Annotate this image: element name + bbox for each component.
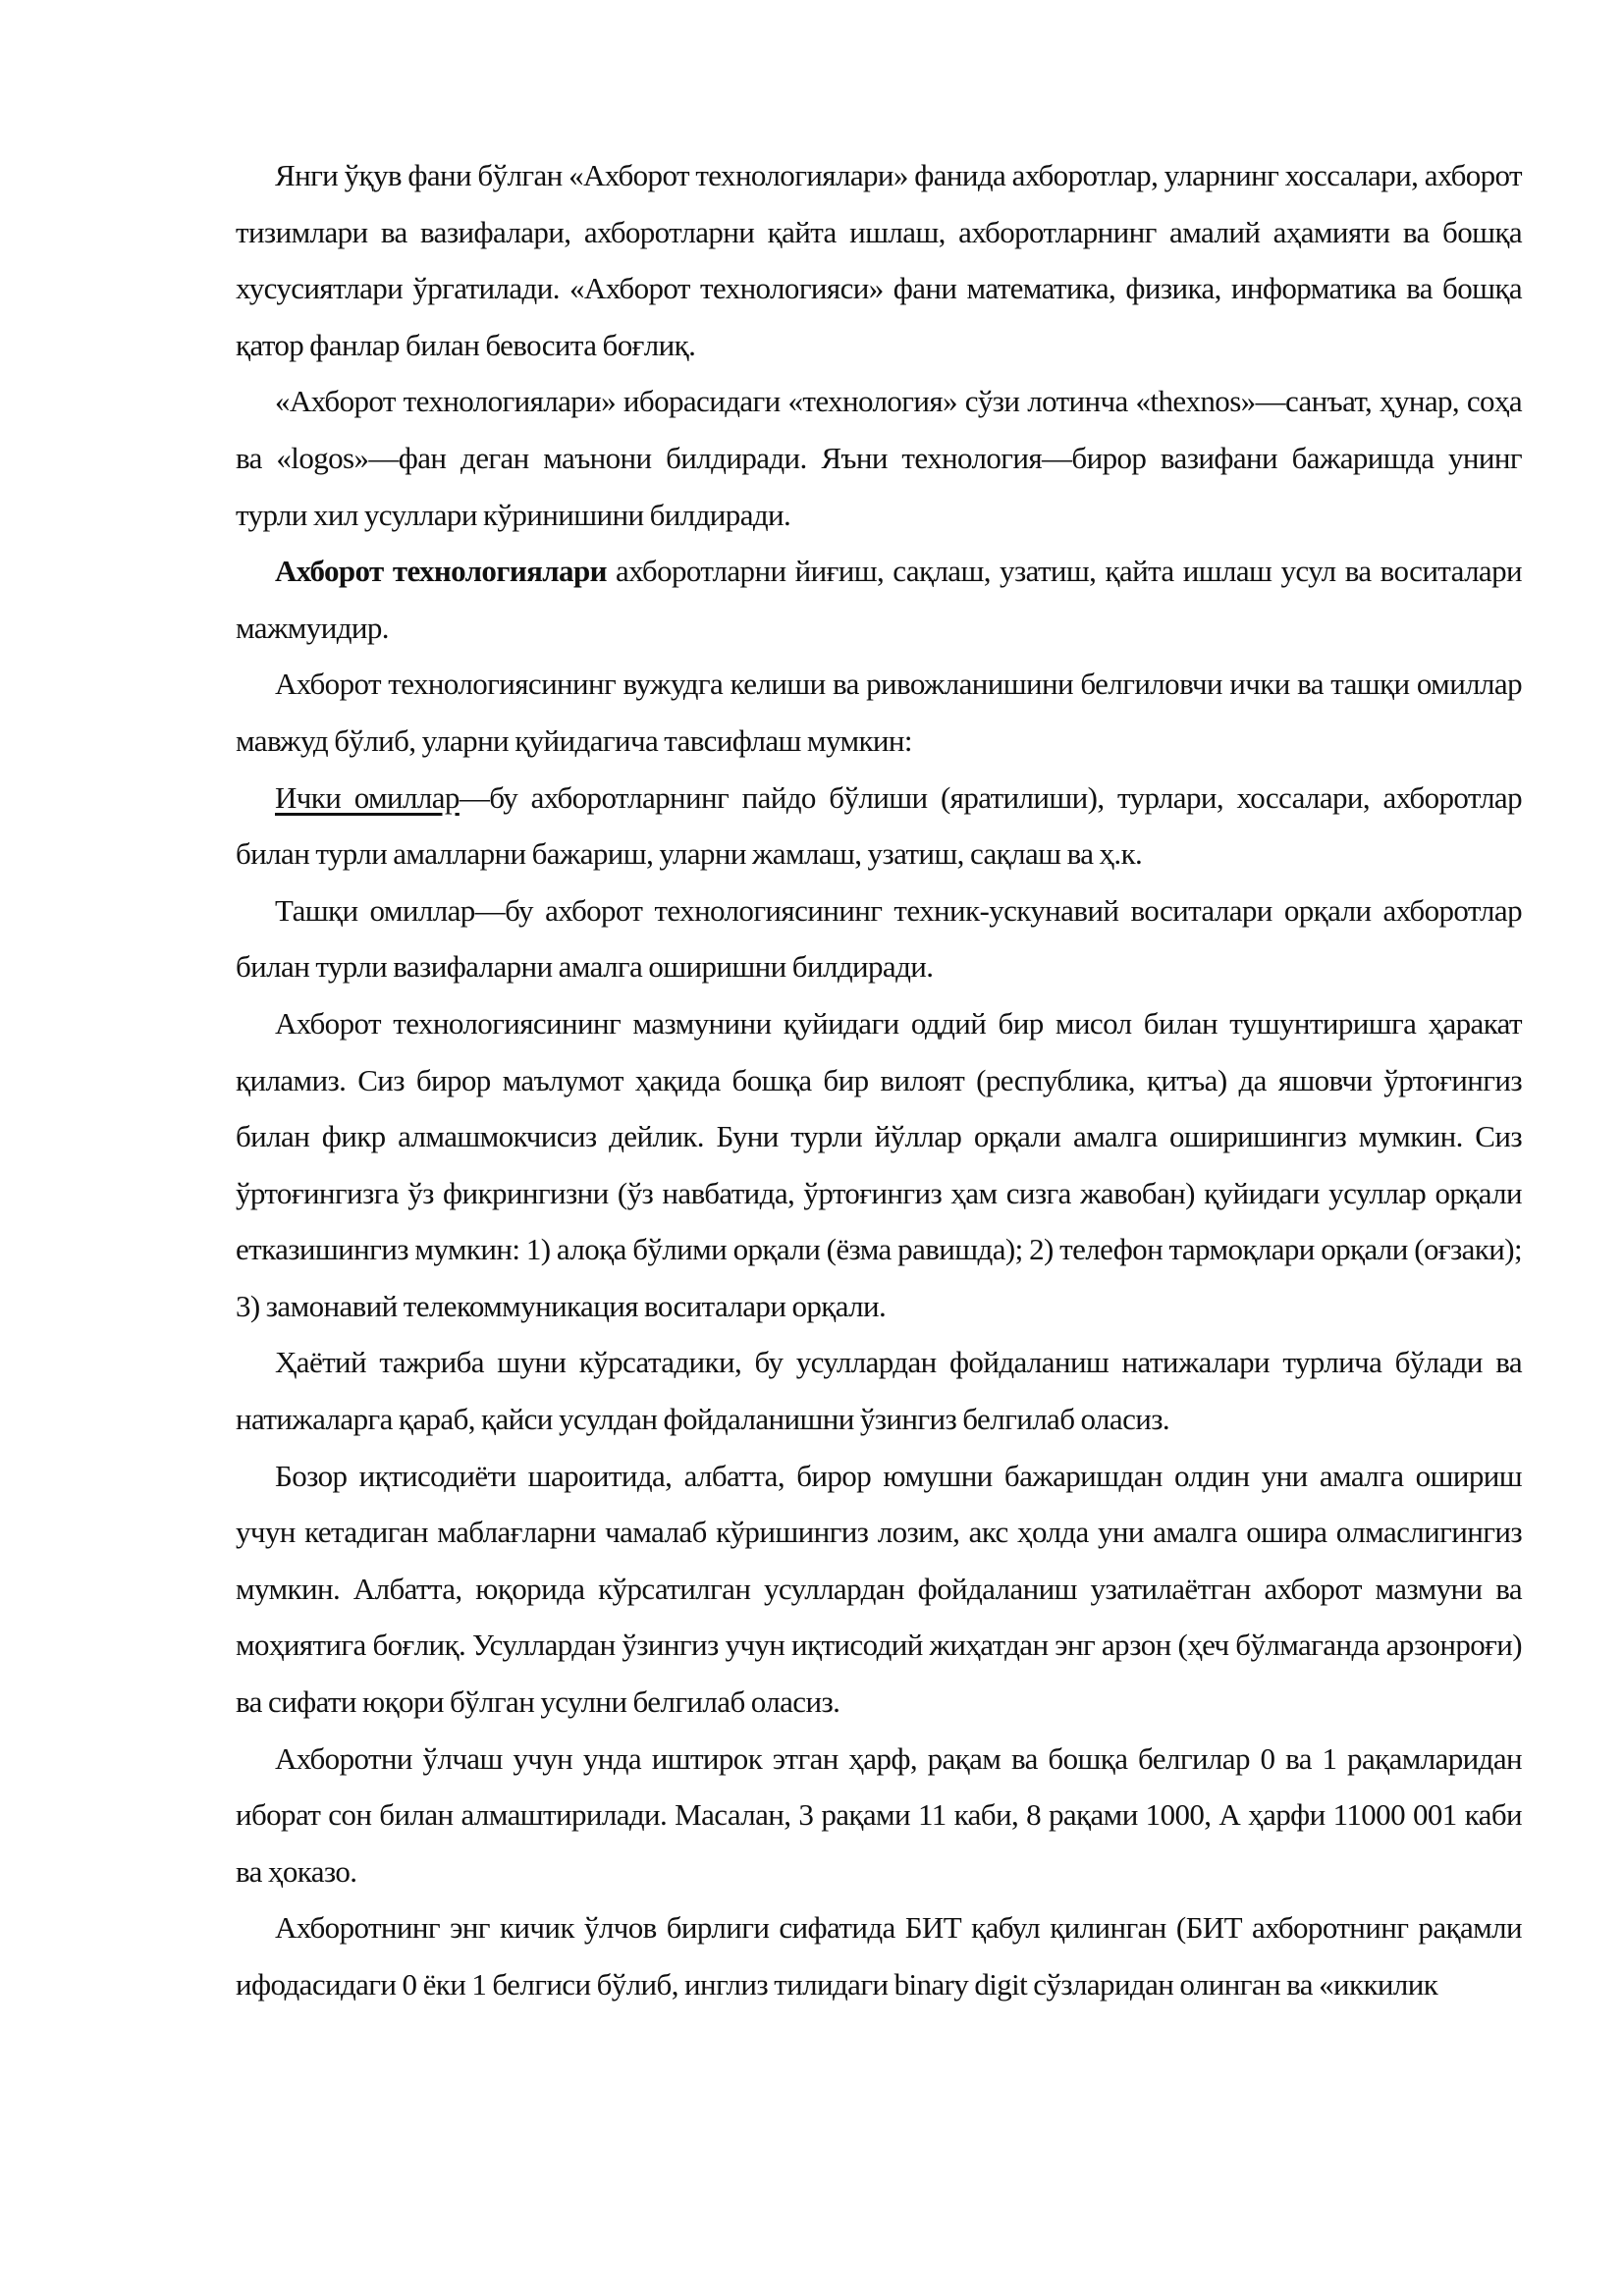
bold-text-run: Ахборот технологиялари [275, 554, 607, 589]
paragraph-p6 [236, 882, 1522, 995]
text-run: Ташқи омиллар—бу ахборот технологиясининг техник-ускунавий воситалари орқали ахборотлар билан турли вазифаларни амалга оширишни билдиради. [236, 892, 1522, 985]
paragraph-p10 [236, 1731, 1522, 1900]
paragraph-p11 [236, 1899, 1522, 2012]
text-run: —бу ахборотларнинг пайдо бўлиши (яратилиши), турлари, хоссалари, ахборотлар билан турли амалларни бажариш, уларни жамлаш, узатиш, сақлаш ва ҳ.к. [236, 779, 1522, 872]
document-page [236, 147, 1522, 2013]
text-run: Янги ўқув фани бўлган «Ахборот технологиялари» фанида ахборотлар, уларнинг хоссалари, ахборот тизимлари ва вазифалари, ахборотларни қайта ишлаш, ахборотларнинг амалий аҳамияти ва бошқа хусусиятлари ўргатилади. «Ахборот технологияси» фани математика, физика, информатика ва бошқа қатор фанлар билан бевосита боғлиқ. [236, 158, 1522, 362]
paragraph-p8 [236, 1334, 1522, 1447]
underline-text-run: Ички омиллар [275, 779, 460, 815]
paragraph-p4 [236, 656, 1522, 769]
paragraph-p1 [236, 147, 1522, 373]
text-run: Ҳаётий тажриба шуни кўрсатадики, бу усуллардан фойдаланиш натижалари турлича бўлади ва натижаларга қараб, қайси усулдан фойдаланишни ўзингиз белгилаб оласиз. [236, 1345, 1522, 1437]
text-run: ахборотларни йиғиш, сақлаш, узатиш, қайта ишлаш усул ва воситалари мажмуидир. [236, 554, 1522, 645]
text-run: Бозор иқтисодиёти шароитида, албатта, бирор юмушни бажаришдан олдин уни амалга ошириш учун кетадиган маблағларни чамалаб кўришингиз лозим, акс ҳолда уни амалга ошира олмаслигингиз мумкин. Албатта, юқорида кўрсатилган усуллардан фойдаланиш узатилаётган ахборот мазмуни ва моҳиятига боғлиқ. Усуллардан ўзингиз учун иқтисодий жиҳатдан энг арзон (ҳеч бўлмаганда арзонроғи) ва сифати юқори бўлган усулни белгилаб оласиз. [236, 1458, 1522, 1720]
text-run: «Ахборот технологиялари» иборасидаги «технология» сўзи лотинча «thexnos»—санъат, ҳунар, соҳа ва «logos»—фан деган маънони билдиради. Яъни технология—бирор вазифани бажаришда унинг турли хил усуллари кўринишини билдиради. [236, 384, 1522, 532]
paragraph-p7 [236, 995, 1522, 1335]
paragraph-p3 [236, 543, 1522, 656]
paragraph-p9 [236, 1448, 1522, 1731]
text-run: Ахборотни ўлчаш учун унда иштирок этган ҳарф, рақам ва бошқа белгилар 0 ва 1 рақамларидан иборат сон билан алмаштирилади. Масалан, 3 рақами 11 каби, 8 рақами 1000, А ҳарфи 11000 001 каби ва ҳоказо. [236, 1740, 1522, 1889]
text-run: Ахборот технологиясининг вужудга келиши ва ривожланишини белгиловчи ички ва ташқи омиллар мавжуд бўлиб, уларни қуйидагича тавсифлаш мумкин: [236, 667, 1522, 758]
paragraph-p2 [236, 373, 1522, 543]
paragraph-p5 [236, 770, 1522, 882]
text-run: Ахборот технологиясининг мазмунини қуйидаги оддий бир мисол билан тушунтиришга ҳаракат қиламиз. Сиз бирор маълумот ҳақида бошқа бир вилоят (республика, қитъа) да яшовчи ўртоғингиз билан фикр алмашмокчисиз дейлик. Буни турли йўллар орқали амалга оширишингиз мумкин. Сиз ўртоғингизга ўз фикрингизни (ўз навбатида, ўртоғингиз ҳам сизга жавобан) қуйидаги усуллар орқали етказишингиз мумкин: 1) алоқа бўлими орқали (ёзма равишда); 2) телефон тармоқлари орқали (оғзаки); 3) замонавий телекоммуникация воситалари орқали. [236, 1005, 1522, 1323]
text-run: Ахборотнинг энг кичик ўлчов бирлиги сифатида БИТ қабул қилинган (БИТ ахборотнинг рақамли ифодасидаги 0 ёки 1 белгиси бўлиб, инглиз тилидаги binary digit сўзларидан олинган ва «иккилик [236, 1910, 1522, 2002]
